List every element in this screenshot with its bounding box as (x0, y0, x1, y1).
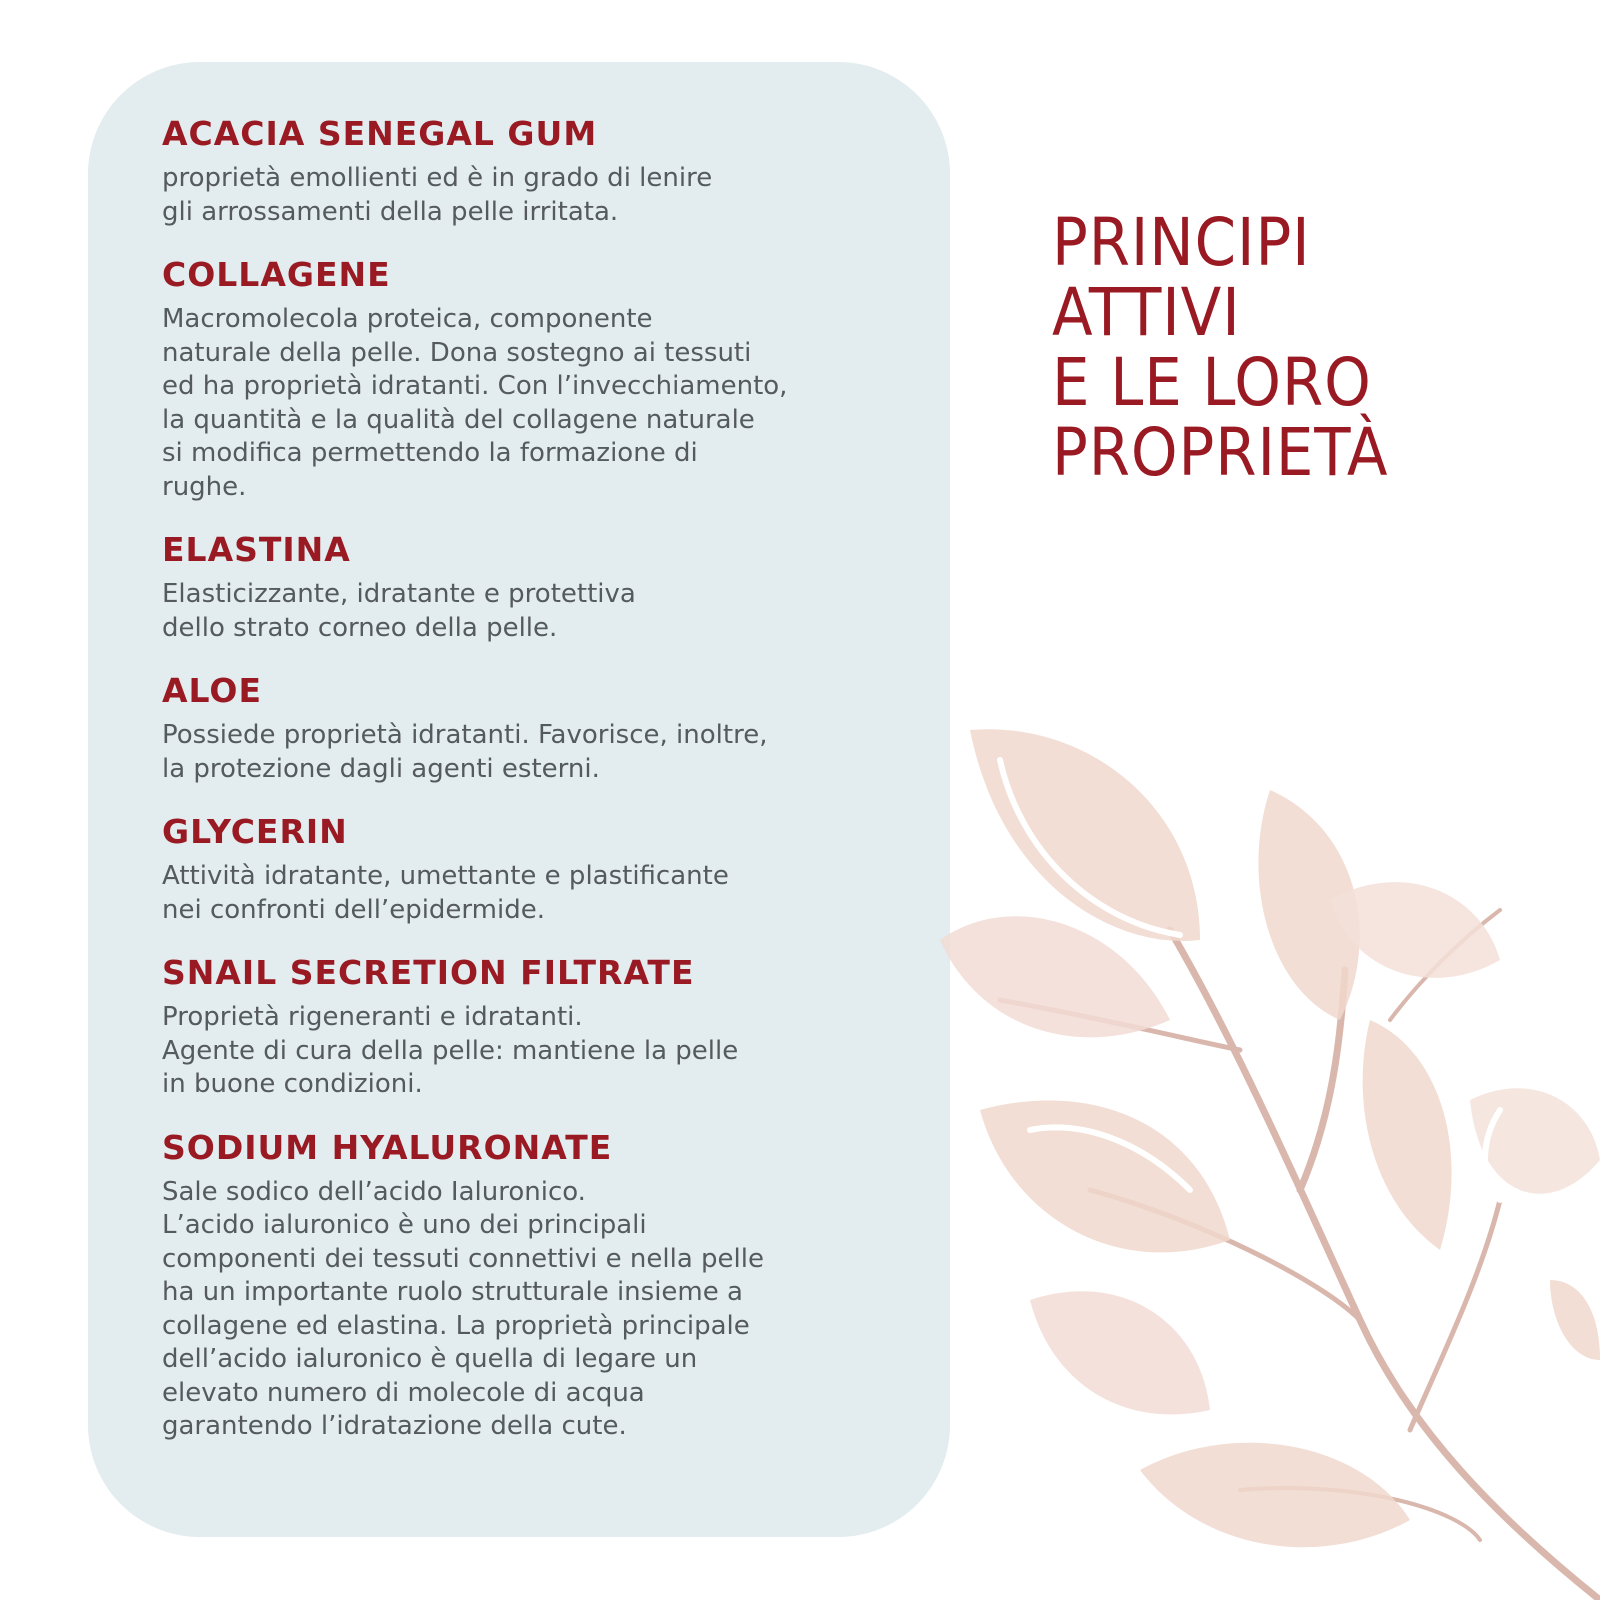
ingredient-name: SODIUM HYALURONATE (162, 1127, 613, 1167)
ingredient-name: ELASTINA (162, 530, 351, 569)
ingredients-list (162, 112, 892, 1468)
leaf-shape (1550, 1280, 1600, 1360)
ingredient-description: Possiede proprietà idratanti. Favorisce, inoltre, la protezione dagli agenti esterni. (162, 720, 768, 784)
page-title-line: E LE LORO (1052, 344, 1372, 421)
page-title (1052, 204, 1529, 491)
leaf-shape (980, 1100, 1230, 1252)
ingredient-name: ACACIA SENEGAL GUM (162, 114, 598, 153)
leaf-shape (1030, 1291, 1210, 1414)
ingredient-acacia-senegal-gum (162, 112, 892, 229)
ingredient-elastina (162, 528, 892, 645)
ingredient-glycerin (162, 810, 892, 927)
page-title-line: PRINCIPI (1052, 204, 1311, 281)
ingredient-name: GLYCERIN (162, 812, 348, 851)
ingredient-name: COLLAGENE (162, 255, 391, 294)
leaf-shape (940, 916, 1170, 1037)
ingredient-description: proprietà emollienti ed è in grado di lenire gli arrossamenti della pelle irritata. (162, 163, 713, 227)
leaf-shape (1363, 1020, 1452, 1250)
ingredient-description: Elasticizzante, idratante e protettiva dello strato corneo della pelle. (162, 579, 636, 643)
ingredient-description: Proprietà rigeneranti e idratanti. Agente di cura della pelle: mantiene la pelle in buone condizioni. (162, 1002, 739, 1099)
ingredient-name: ALOE (162, 671, 262, 710)
ingredient-description: Sale sodico dell’acido Ialuronico. L’acido ialuronico è uno dei principali componenti dei tessuti connettivi e nella pelle ha un importante ruolo strutturale insieme a collagene ed elastina. La proprietà principale dell’acido ialuronico è quella di legare un elevato numero di molecole di acqua garantendo l’idratazione della cute. (162, 1176, 764, 1441)
ingredient-description: Attività idratante, umettante e plastificante nei confronti dell’epidermide. (162, 861, 729, 925)
leaf-shape (970, 729, 1200, 941)
ingredient-aloe (162, 669, 892, 786)
page-title-line: PROPRIETÀ (1052, 414, 1389, 491)
page-title-line: ATTIVI (1052, 274, 1241, 351)
ingredient-name: SNAIL SECRETION FILTRATE (162, 953, 695, 992)
leaf-shape (1140, 1443, 1410, 1548)
watercolor-leaves-illustration (940, 720, 1600, 1600)
ingredient-description: Macromolecola proteica, componente naturale della pelle. Dona sostegno ai tessuti ed ha proprietà idratanti. Con l’invecchiamento, la quantità e la qualità del collagene naturale si modifica permettendo la formazione di rughe. (162, 304, 788, 502)
ingredient-collagene (162, 253, 892, 504)
ingredient-sodium-hyaluronate (162, 1126, 892, 1444)
ingredient-snail-secretion-filtrate (162, 951, 892, 1102)
